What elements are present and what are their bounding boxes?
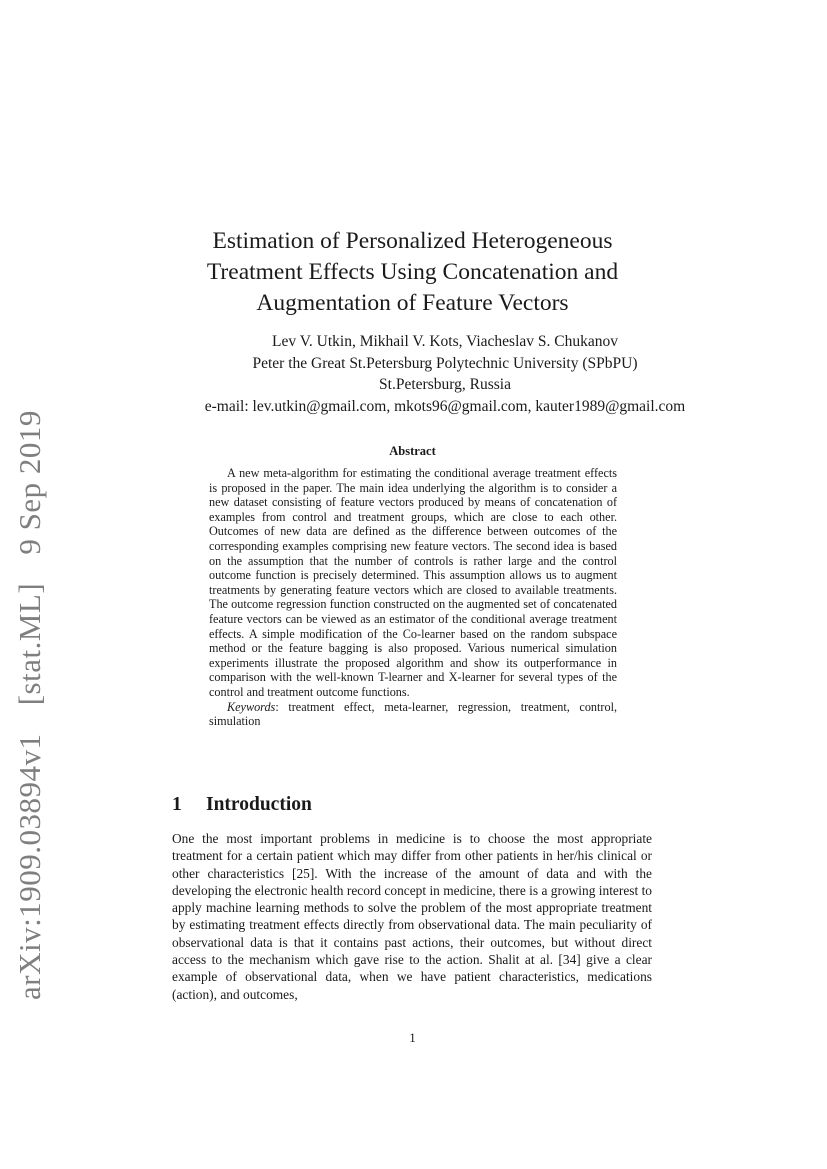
title-line: Augmentation of Feature Vectors bbox=[256, 290, 569, 316]
introduction-body bbox=[172, 830, 652, 1003]
title-line: Treatment Effects Using Concatenation and bbox=[206, 259, 619, 285]
affiliation: Peter the Great St.Petersburg Polytechnic University (SPbPU) bbox=[252, 354, 638, 372]
paper-title bbox=[160, 226, 665, 319]
section-number: 1 bbox=[172, 794, 182, 815]
keywords-text: : treatment effect, meta-learner, regression, treatment, control, simulation bbox=[209, 699, 617, 729]
abstract-text: A new meta-algorithm for estimating the conditional average treatment effects is proposed in the paper. The main idea underlying the algorithm is to consider a new dataset consisting of feature vectors produced by means of concatenation of examples from control and treatment groups, which are close to each other. Outcomes of new data are defined as the difference between outcomes of the corresponding examples comprising new feature vectors. The second idea is based on the assumption that the number of controls is rather large and the control outcome function is precisely determined. This assumption allows us to augment treatments by generating feature vectors which are closed to available treatments. The outcome regression function constructed on the augmented set of concatenated feature vectors can be viewed as an estimator of the conditional average treatment effects. A simple modification of the Co-learner based on the random subspace method or the feature bagging is also proposed. Various numerical simulation experiments illustrate the proposed algorithm and show its outperformance in comparison with the well-known T-learner and X-learner for several types of the control and treatment outcome functions. bbox=[209, 466, 617, 699]
author-info bbox=[160, 331, 730, 417]
keywords bbox=[209, 700, 617, 729]
section-title: Introduction bbox=[206, 794, 312, 815]
page-number: 1 bbox=[409, 1030, 416, 1045]
arxiv-date: 9 Sep 2019 bbox=[12, 410, 47, 555]
arxiv-identifier-stamp bbox=[12, 390, 48, 1000]
location: St.Petersburg, Russia bbox=[379, 376, 511, 393]
keywords-label: Keywords bbox=[227, 699, 276, 714]
title-line: Estimation of Personalized Heterogeneous bbox=[212, 228, 613, 254]
section-heading-introduction bbox=[172, 794, 312, 816]
paragraph: One the most important problems in medicine is to choose the most appropriate treatment for a certain patient which may differ from other patients in her/his clinical or other characteristics [25]. With the increase of the amount of data and with the developing the electronic health record concept in medicine, there is a growing interest to apply machine learning methods to solve the problem of the most appropriate treatment by estimating treatment effects directly from observational data. The main peculiarity of observational data is that it contains past actions, their outcomes, but without direct access to the mechanism which gave rise to the action. Shalit at al. [34] give a clear example of observational data, when we have patient characteristics, medications (action), and outcomes, bbox=[172, 831, 652, 1002]
arxiv-id: arXiv:1909.03894v1 bbox=[12, 733, 47, 1000]
arxiv-category: [stat.ML] bbox=[12, 582, 47, 706]
email-line: e-mail: lev.utkin@gmail.com, mkots96@gmail.com, kauter1989@gmail.com bbox=[204, 397, 686, 415]
abstract bbox=[209, 466, 617, 729]
authors: Lev V. Utkin, Mikhail V. Kots, Viacheslav S. Chukanov bbox=[272, 333, 618, 350]
abstract-heading: Abstract bbox=[389, 444, 436, 458]
